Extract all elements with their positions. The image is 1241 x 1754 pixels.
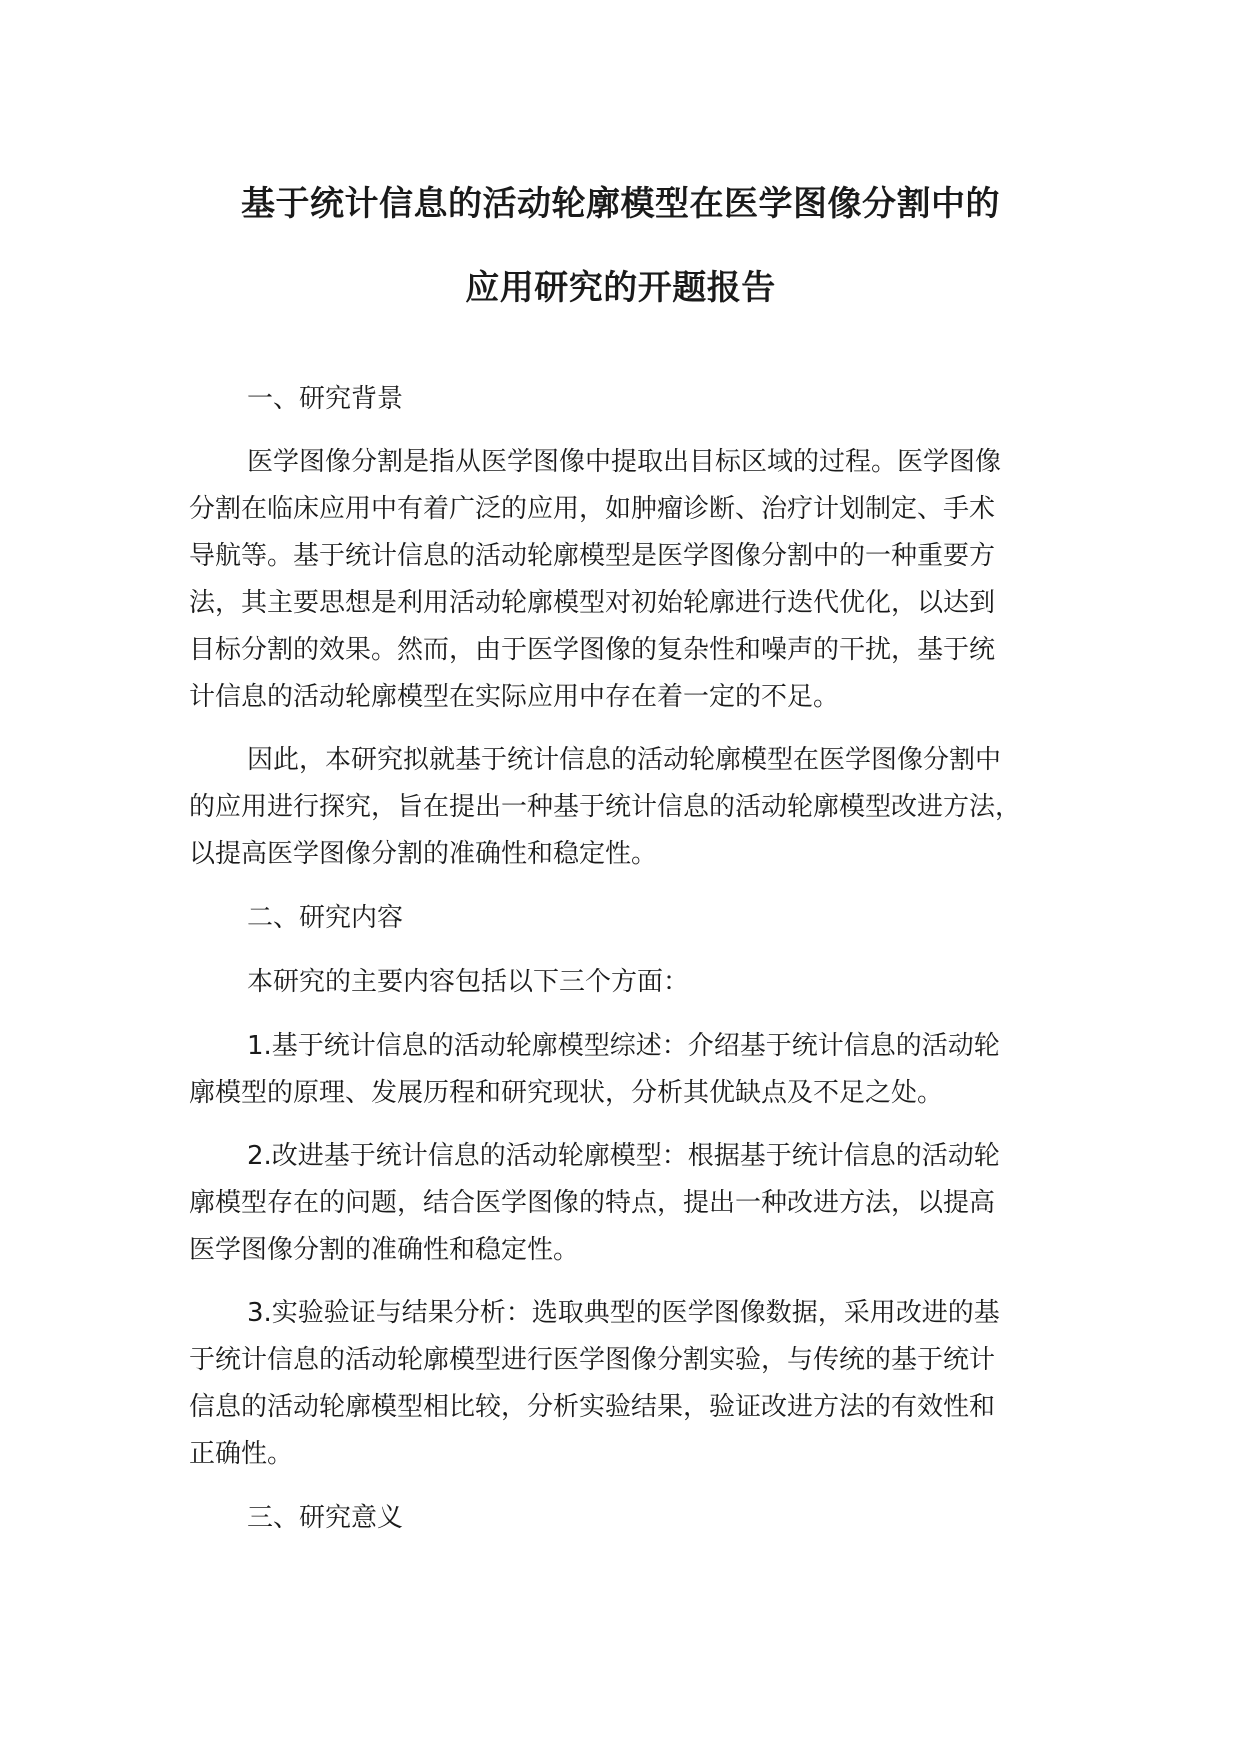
background-p1-line-6: 计信息的活动轮廓模型在实际应用中存在着一定的不足。 [189,682,840,712]
background-p2-line-3: 以提高医学图像分割的准确性和稳定性。 [189,839,658,869]
content-item1-line-1: 1.基于统计信息的活动轮廓模型综述：介绍基于统计信息的活动轮 [247,1031,1000,1061]
background-p2-line-2: 的应用进行探究，旨在提出一种基于统计信息的活动轮廓模型改进方法， [189,792,1022,822]
content-intro: 本研究的主要内容包括以下三个方面： [247,967,690,997]
content-item3-line-2: 于统计信息的活动轮廓模型进行医学图像分割实验，与传统的基于统计 [189,1345,996,1375]
background-p1-line-3: 导航等。基于统计信息的活动轮廓模型是医学图像分割中的一种重要方 [189,541,996,571]
background-p1-line-2: 分割在临床应用中有着广泛的应用，如肿瘤诊断、治疗计划制定、手术 [189,494,996,524]
section-heading-background: 一、研究背景 [247,384,404,414]
background-p1-line-4: 法，其主要思想是利用活动轮廓模型对初始轮廓进行迭代优化，以达到 [189,588,996,618]
section-heading-significance: 三、研究意义 [247,1503,404,1533]
background-p1-line-1: 医学图像分割是指从医学图像中提取出目标区域的过程。医学图像 [247,447,1002,477]
document-title-line-2: 应用研究的开题报告 [465,268,776,308]
content-item2-line-3: 医学图像分割的准确性和稳定性。 [189,1235,580,1265]
content-item2-line-2: 廓模型存在的问题，结合医学图像的特点，提出一种改进方法，以提高 [189,1188,996,1218]
content-item3-line-3: 信息的活动轮廓模型相比较，分析实验结果，验证改进方法的有效性和 [189,1392,996,1422]
document-title-line-1: 基于统计信息的活动轮廓模型在医学图像分割中的 [241,184,1000,224]
content-item3-line-4: 正确性。 [189,1439,294,1469]
content-item3-line-1: 3.实验验证与结果分析：选取典型的医学图像数据，采用改进的基 [247,1298,1000,1328]
section-heading-content: 二、研究内容 [247,903,404,933]
background-p2-line-1: 因此，本研究拟就基于统计信息的活动轮廓模型在医学图像分割中 [247,745,1002,775]
content-item2-line-1: 2.改进基于统计信息的活动轮廓模型：根据基于统计信息的活动轮 [247,1141,1000,1171]
background-p1-line-5: 目标分割的效果。然而，由于医学图像的复杂性和噪声的干扰，基于统 [189,635,996,665]
content-item1-line-2: 廓模型的原理、发展历程和研究现状，分析其优缺点及不足之处。 [189,1078,944,1108]
